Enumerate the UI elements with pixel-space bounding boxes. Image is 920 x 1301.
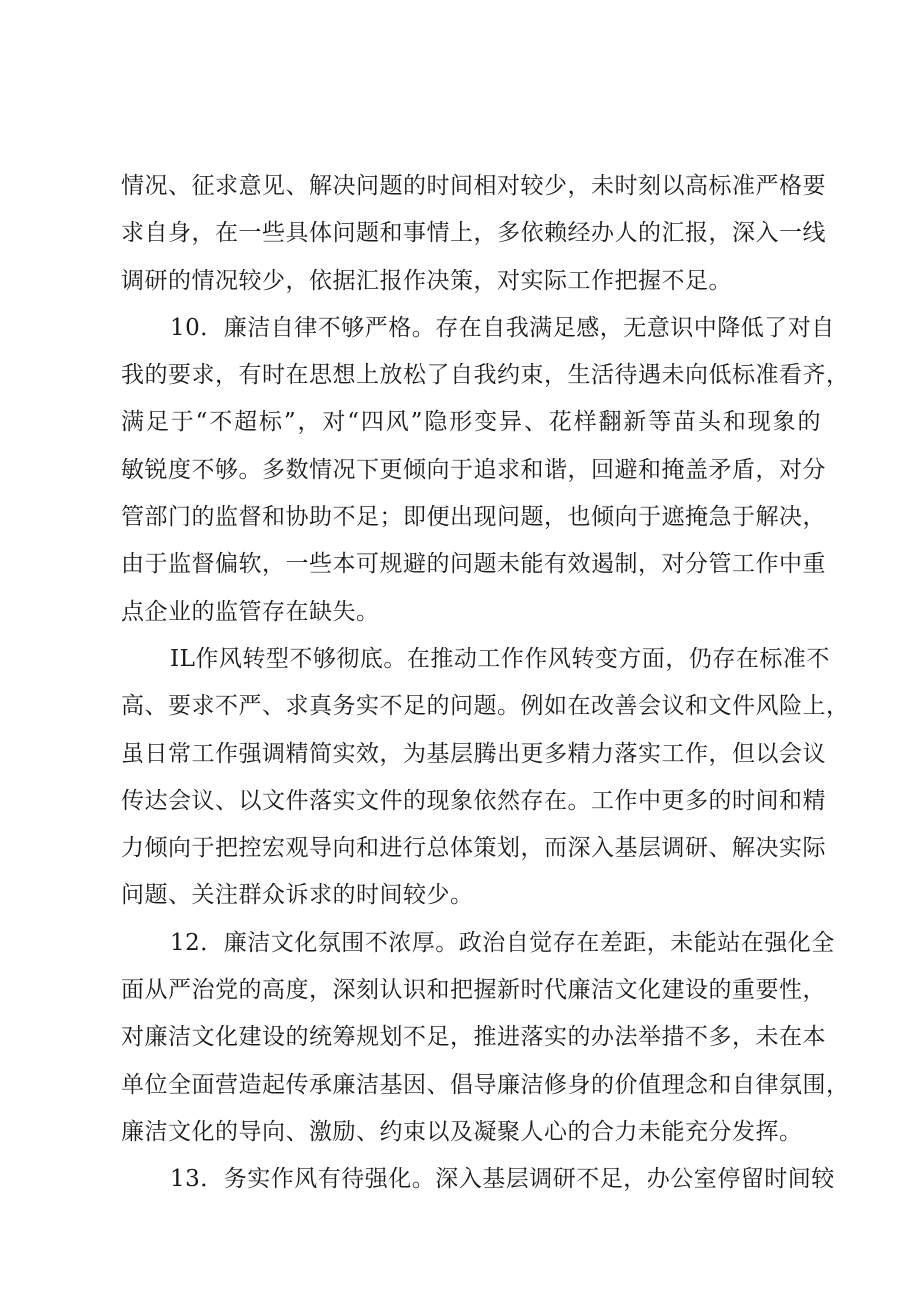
text-line: 面从严治党的高度，深刻认识和把握新时代廉洁文化建设的重要性，: [121, 977, 826, 1004]
document-body: [121, 163, 850, 1204]
text-line: 问题、关注群众诉求的时间较少。: [121, 882, 474, 909]
text-line: 调研的情况较少，依据汇报作决策，对实际工作把握不足。: [121, 267, 732, 294]
paragraph-item-13: [121, 1156, 835, 1203]
text-line: 求自身，在一些具体问题和事情上，多依赖经办人的汇报，深入一线: [121, 220, 826, 247]
text-line: 点企业的监管存在缺失。: [121, 598, 380, 625]
text-line: 情况、征求意见、解决问题的时间相对较少，未时刻以高标准严格要: [121, 173, 826, 199]
text-line: 传达会议、以文件落实文件的现象依然存在。工作中更多的时间和精: [121, 787, 826, 814]
text-line: 12．廉洁文化氛围不浓厚。政治自觉存在差距，未能站在强化全: [170, 929, 835, 956]
paragraph-item-10: [121, 305, 850, 636]
paragraph-item-11: [121, 636, 850, 920]
text-line: 13．务实作风有待强化。深入基层调研不足，办公室停留时间较: [170, 1166, 835, 1193]
text-line: 我的要求，有时在思想上放松了自我约束，生活待遇未向低标准看齐，: [121, 362, 850, 389]
text-line: 虽日常工作强调精简实效，为基层腾出更多精力落实工作，但以会议: [121, 740, 826, 767]
text-line: 10．廉洁自律不够严格。存在自我满足感，无意识中降低了对自: [170, 314, 835, 341]
text-line: 由于监督偏软，一些本可规避的问题未能有效遏制，对分管工作中重: [121, 551, 826, 578]
text-line: 力倾向于把控宏观导向和进行总体策划，而深入基层调研、解决实际: [121, 835, 826, 862]
paragraph-continued: [121, 163, 826, 305]
text-line: 管部门的监督和协助不足；即便出现问题，也倾向于遮掩急于解决，: [121, 504, 826, 531]
text-line: 单位全面营造起传承廉洁基因、倡导廉洁修身的价值理念和自律氛围，: [121, 1071, 850, 1098]
text-line: 廉洁文化的导向、激励、约束以及凝聚人心的合力未能充分发挥。: [121, 1118, 803, 1145]
text-line: 对廉洁文化建设的统筹规划不足，推进落实的办法举措不多，未在本: [121, 1024, 826, 1051]
text-line: 满足于“不超标”，对“四风”隐形变异、花样翻新等苗头和现象的: [121, 409, 821, 436]
text-line: 高、要求不严、求真务实不足的问题。例如在改善会议和文件风险上，: [121, 693, 850, 720]
text-line: IL作风转型不够彻底。在推动工作作风转变方面，仍存在标准不: [170, 645, 830, 672]
text-line: 敏锐度不够。多数情况下更倾向于追求和谐，回避和掩盖矛盾，对分: [121, 456, 826, 483]
paragraph-item-12: [121, 920, 850, 1156]
